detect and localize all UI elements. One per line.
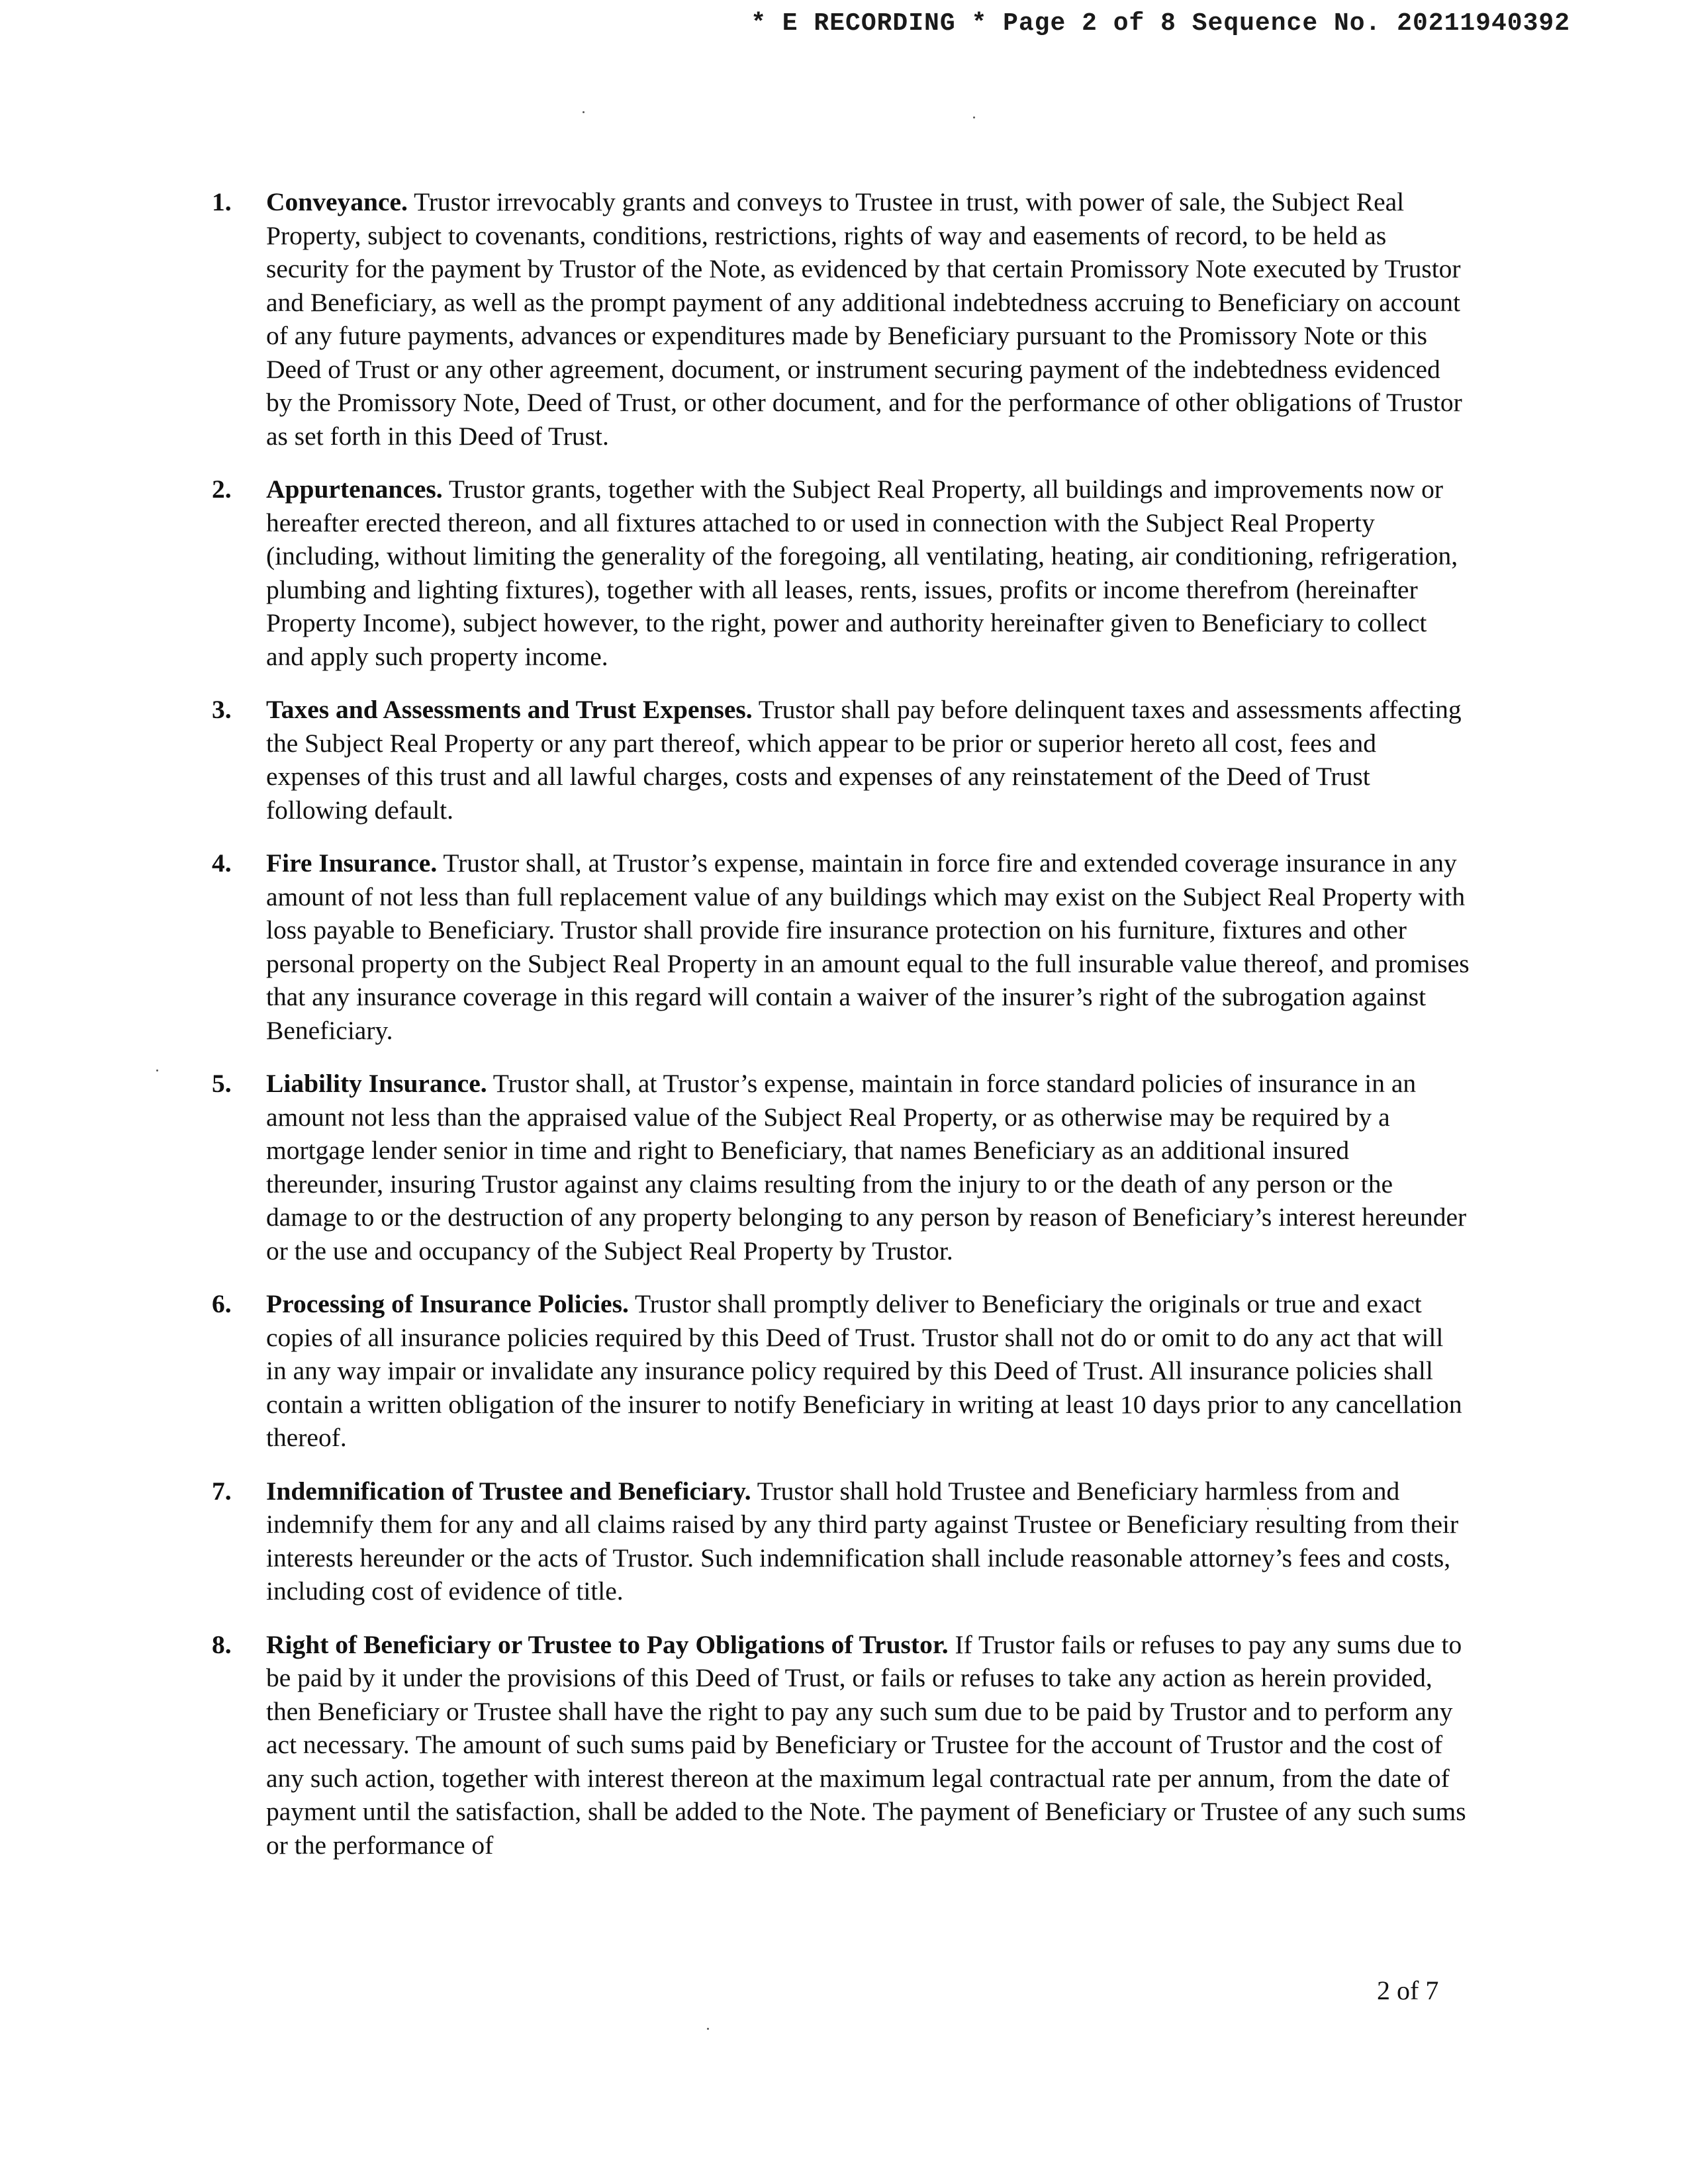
clause-text: If Trustor fails or refuses to pay any sums due to be paid by it under the provisions of this Deed of Trust, or fails or refuses to take any action as herein provided, then Beneficiary or Trustee shall have the right to pay any such sum due to be paid by Trustor and to perform any act necessary. The amount of such sums paid by Beneficiary or Trustee for the account of Trustor and the cost of any such action, together with interest thereon at the maximum legal contractual rate per annum, from the date of payment until the satisfaction, shall be added to the Note. The payment of Beneficiary or Trustee of any such sums or the performance of [266,1629,1466,1860]
clause-number: 3. [212,695,232,724]
page-number: 2 of 7 [1377,1976,1439,2005]
clause-text: Trustor shall promptly deliver to Beneficiary the originals or true and exact copies of all insurance policies required by this Deed of Trust. Trustor shall not do or omit to do any act that will in any way impair or invalidate any insurance policy required by this Deed of Trust. All insurance policies shall contain a written obligation of the insurer to notify Beneficiary in writing at least 10 days prior to any cancellation thereof. [266,1289,1462,1452]
clause-title: Liability Insurance. [266,1069,487,1098]
clause-text: Trustor shall, at Trustor’s expense, maintain in force fire and extended coverage insurance in any amount of not less than full replacement value of any buildings which may exist on the Subject Real Property with loss payable to Beneficiary. Trustor shall provide fire insurance protection on his furniture, fixtures and other personal property on the Subject Real Property in an amount equal to the full insurable value thereof, and promises that any insurance coverage in this regard will contain a waiver of the insurer’s right of the subrogation against Beneficiary. [266,848,1470,1045]
clause-3 [212,693,1470,827]
clause-title: Processing of Insurance Policies. [266,1289,629,1318]
document-body [212,185,1470,1882]
clause-number: 1. [212,187,232,216]
clause-text: Trustor shall hold Trustee and Beneficiary harmless from and indemnify them for any and all claims raised by any third party against Trustee or Beneficiary resulting from their interests hereunder or the acts of Trustor. Such indemnification shall include reasonable attorney’s fees and costs, including cost of evidence of title. [266,1476,1459,1606]
clause-6 [212,1287,1470,1455]
clause-number: 8. [212,1629,232,1659]
scan-speck [583,111,585,113]
clause-text: Trustor shall, at Trustor’s expense, maintain in force standard policies of insurance in an amount not less than the appraised value of the Subject Real Property, or as otherwise may be required by a mortgage lender senior in time and right to Beneficiary, that names Beneficiary as an additional insured thereunder, insuring Trustor against any claims resulting from the injury to or the death of any person or the damage to or the destruction of any property belonging to any person by reason of Beneficiary’s interest hereunder or the use and occupancy of the Subject Real Property by Trustor. [266,1069,1467,1265]
clause-title: Indemnification of Trustee and Beneficiary. [266,1476,751,1506]
clause-7 [212,1475,1470,1608]
clause-title: Fire Insurance. [266,848,438,878]
clause-1 [212,185,1470,453]
scan-speck [156,1069,158,1071]
clause-8 [212,1628,1470,1862]
clause-2 [212,473,1470,673]
clause-number: 6. [212,1289,232,1318]
clause-title: Conveyance. [266,187,408,216]
clause-number: 5. [212,1069,232,1098]
clause-title: Taxes and Assessments and Trust Expenses. [266,695,753,724]
clause-title: Appurtenances. [266,475,443,504]
scan-speck [973,116,975,118]
clause-4 [212,846,1470,1047]
clause-title: Right of Beneficiary or Trustee to Pay Obligations of Trustor. [266,1629,949,1659]
clause-5 [212,1067,1470,1267]
clause-text: Trustor irrevocably grants and conveys to Trustee in trust, with power of sale, the Subject Real Property, subject to covenants, conditions, restrictions, rights of way and easements of record, to be held as security for the payment by Trustor of the Note, as evidenced by that certain Promissory Note executed by Trustor and Beneficiary, as well as the prompt payment of any additional indebtedness accruing to Beneficiary on account of any future payments, advances or expenditures made by Beneficiary pursuant to the Promissory Note or this Deed of Trust or any other agreement, document, or instrument securing payment of the indebtedness evidenced by the Promissory Note, Deed of Trust, or other document, and for the performance of other obligations of Trustor as set forth in this Deed of Trust. [266,187,1462,451]
clause-text: Trustor shall pay before delinquent taxes and assessments affecting the Subject Real Property or any part thereof, which appear to be prior or superior hereto all cost, fees and expenses of this trust and all lawful charges, costs and expenses of any reinstatement of the Deed of Trust following default. [266,695,1462,825]
clause-number: 4. [212,848,232,878]
scan-speck [707,2028,709,2030]
clause-text: Trustor grants, together with the Subject Real Property, all buildings and improvements now or hereafter erected thereon, and all fixtures attached to or used in connection with the Subject Real Property (including, without limiting the generality of the foregoing, all ventilating, heating, air conditioning, refrigeration, plumbing and lighting fixtures), together with all leases, rents, issues, profits or income therefrom (hereinafter Property Income), subject however, to the right, power and authority hereinafter given to Beneficiary to collect and apply such property income. [266,475,1458,671]
recording-stamp: * E RECORDING * Page 2 of 8 Sequence No. 20211940392 [751,9,1570,38]
clause-number: 2. [212,475,232,504]
clause-number: 7. [212,1476,232,1506]
